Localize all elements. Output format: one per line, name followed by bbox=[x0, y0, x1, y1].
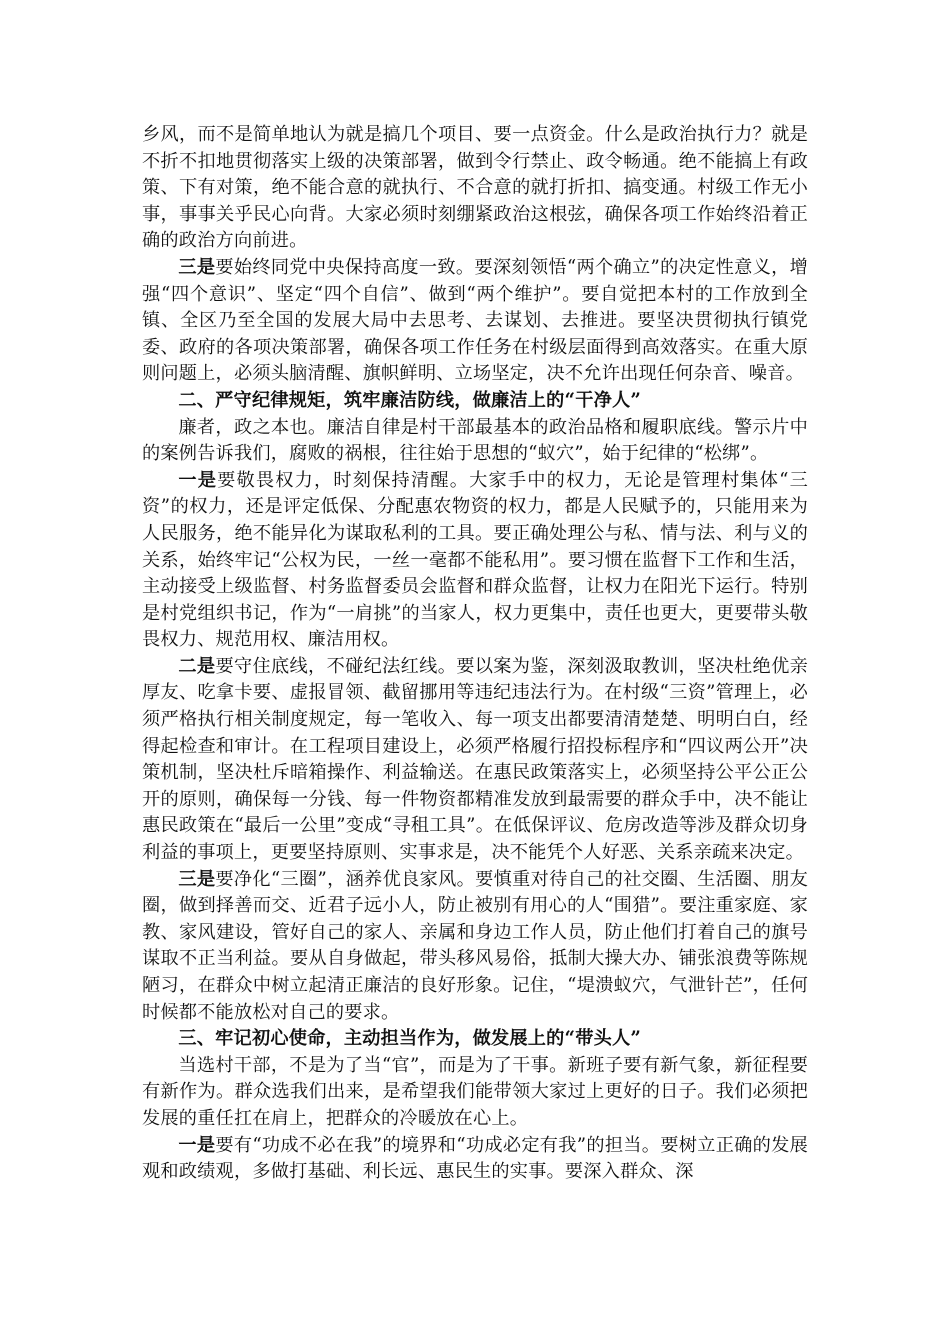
paragraph-text: 要始终同党中央保持高度一致。要深刻领悟“两个确立”的决定性意义，增强“四个意识”、坚定“四个自信”、做到“两个维护”。要自觉把本村的工作放到全镇、全区乃至全国的发展大局中去思考、去谋划、去推进。要坚决贯彻执行镇党委、政府的各项决策部署，确保各项工作任务在村级层面得到高效落实。在重大原则问题上，必须头脑清醒、旗帜鲜明、立场坚定，决不允许出现任何杂音、噪音。 bbox=[142, 256, 808, 385]
paragraph-text: 乡风，而不是简单地认为就是搞几个项目、要一点资金。什么是政治执行力？就是不折不扣地贯彻落实上级的决策部署，做到令行禁止、政令畅通。绝不能搞上有政策、下有对策，绝不能合意的就执行、不合意的就打折扣、搞变通。村级工作无小事，事事关乎民心向背。大家必须时刻绷紧政治这根弦，确保各项工作始终沿着正确的政治方向前进。 bbox=[142, 124, 808, 252]
paragraph-text: 当选村干部，不是为了当“官”，而是为了干事。新班子要有新气象，新征程要有新作为。群众选我们出来，是希望我们能带领大家过上更好的日子。我们必须把发展的重任扛在肩上，把群众的冷暖放在心上。 bbox=[142, 1054, 808, 1129]
paragraph-point-one bbox=[142, 468, 808, 654]
paragraph-point-one-mission bbox=[142, 1133, 808, 1186]
paragraph-lead: 三是 bbox=[178, 868, 216, 890]
paragraph-intro-integrity bbox=[142, 415, 808, 468]
paragraph-lead: 三是 bbox=[178, 256, 216, 278]
section-heading-discipline bbox=[142, 388, 808, 415]
heading-text: 二、严守纪律规矩，筑牢廉洁防线，做廉洁上的“干净人” bbox=[178, 389, 642, 411]
paragraph-text: 廉者，政之本也。廉洁自律是村干部最基本的政治品格和履职底线。警示片中的案例告诉我们，腐败的祸根，往往始于思想的“蚁穴”，始于纪律的“松绑”。 bbox=[142, 416, 808, 465]
paragraph-point-two bbox=[142, 654, 808, 867]
paragraph-lead: 二是 bbox=[178, 655, 216, 677]
paragraph-point-three-circles bbox=[142, 867, 808, 1027]
heading-text: 三、牢记初心使命，主动担当作为，做发展上的“带头人” bbox=[178, 1028, 642, 1050]
document-body bbox=[142, 122, 808, 1186]
paragraph-lead: 一是 bbox=[178, 469, 218, 491]
paragraph-text: 要净化“三圈”，涵养优良家风。要慎重对待自己的社交圈、生活圈、朋友圈，做到择善而交、近君子远小人，防止被别有用心的人“围猎”。要注重家庭、家教、家风建设，管好自己的家人、亲属和身边工作人员，防止他们打着自己的旗号谋取不正当利益。要从自身做起，带头移风易俗，抵制大操大办、铺张浪费等陈规陋习，在群众中树立起清正廉洁的良好形象。记住，“堤溃蚁穴，气泄针芒”，任何时候都不能放松对自己的要求。 bbox=[142, 868, 808, 1023]
section-heading-mission bbox=[142, 1026, 808, 1053]
paragraph-text: 要有“功成不必在我”的境界和“功成必定有我”的担当。要树立正确的发展观和政绩观，多做打基础、利长远、惠民生的实事。要深入群众、深 bbox=[142, 1134, 808, 1183]
paragraph-lead: 一是 bbox=[178, 1134, 216, 1156]
paragraph-text: 要敬畏权力，时刻保持清醒。大家手中的权力，无论是管理村集体“三资”的权力，还是评定低保、分配惠农物资的权力，都是人民赋予的，只能用来为人民服务，绝不能异化为谋取私利的工具。要正确处理公与私、情与法、利与义的关系，始终牢记“公权为民，一丝一毫都不能私用”。要习惯在监督下工作和生活，主动接受上级监督、村务监督委员会监督和群众监督，让权力在阳光下运行。特别是村党组织书记，作为“一肩挑”的当家人，权力更集中，责任也更大，更要带头敬畏权力、规范用权、廉洁用权。 bbox=[142, 469, 809, 651]
paragraph-text: 要守住底线，不碰纪法红线。要以案为鉴，深刻汲取教训，坚决杜绝优亲厚友、吃拿卡要、虚报冒领、截留挪用等违纪违法行为。在村级“三资”管理上，必须严格执行相关制度规定，每一笔收入、每一项支出都要清清楚楚、明明白白，经得起检查和审计。在工程项目建设上，必须严格履行招投标程序和“四议两公开”决策机制，坚决杜斥暗箱操作、利益输送。在惠民政策落实上，必须坚持公平公正公开的原则，确保每一分钱、每一件物资都精准发放到最需要的群众手中，决不能让惠民政策在“最后一公里”变成“寻租工具”。在低保评议、危房改造等涉及群众切身利益的事项上，更要坚持原则、实事求是，决不能凭个人好恶、关系亲疏来决定。 bbox=[142, 655, 808, 864]
paragraph-point-three bbox=[142, 255, 808, 388]
paragraph-intro-mission bbox=[142, 1053, 808, 1133]
paragraph-continuation bbox=[142, 122, 808, 255]
